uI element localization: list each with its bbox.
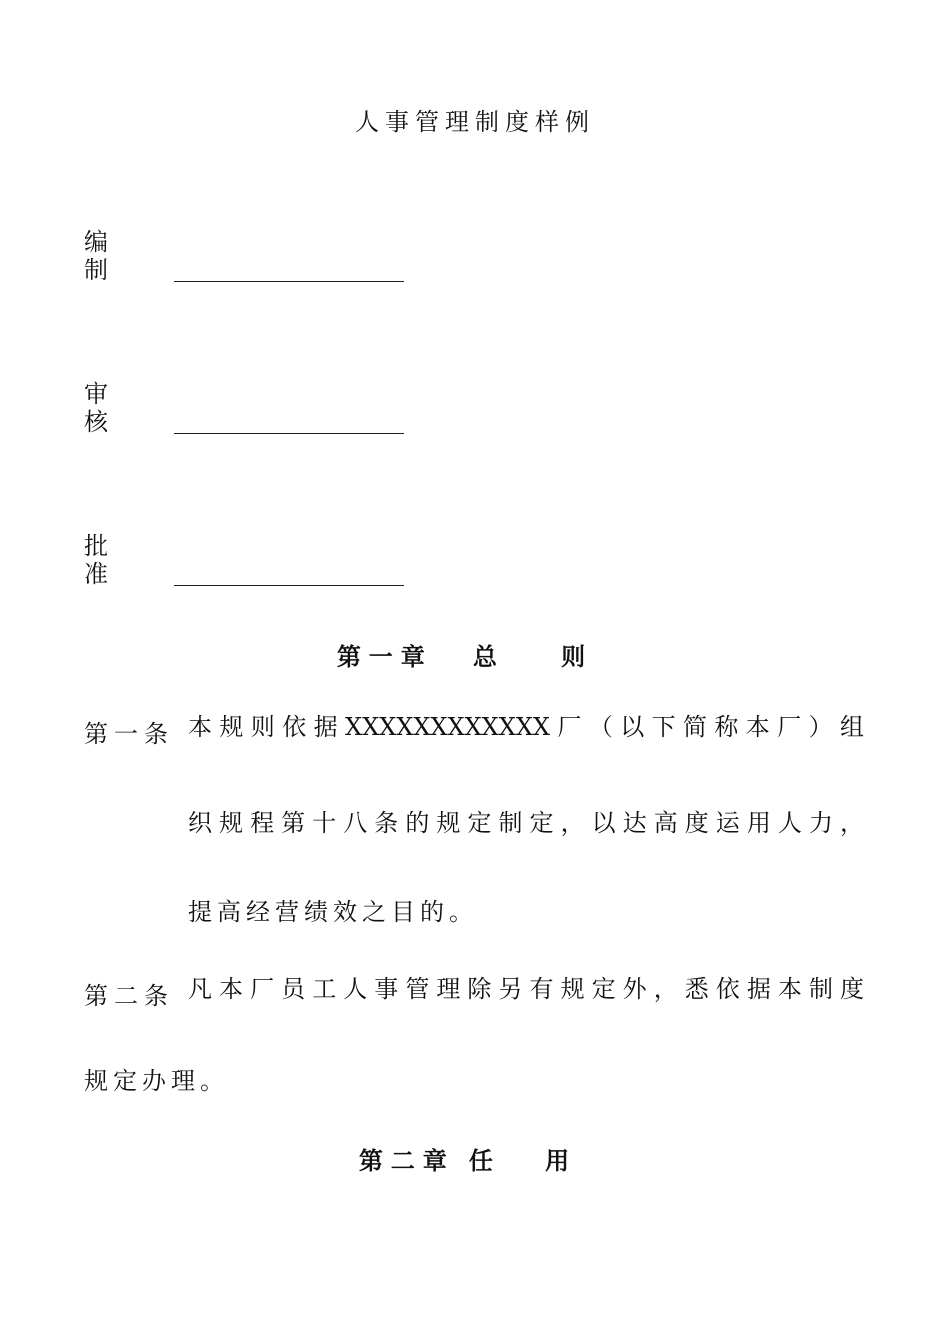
article-text-line: 本规则依据XXXXXXXXXXXX厂（以下简称本厂）组 [188, 713, 864, 741]
chapter-heading [0, 1141, 950, 1176]
chapter-number: 第二章 [358, 1146, 455, 1175]
article-continuation-line: 提高经营绩效之目的。 [188, 898, 478, 926]
signature-row-approver [84, 532, 404, 588]
signature-blank-line [174, 431, 404, 434]
chapter-name: 任 用 [468, 1146, 592, 1175]
article-continuation-line: 规定办理。 [84, 1067, 229, 1095]
article-continuation-line [188, 808, 864, 845]
article-first-line [84, 974, 864, 1011]
article-number: 第一条 [84, 720, 174, 748]
signature-blank-line [174, 279, 404, 282]
chapter-number: 第一章 [336, 642, 433, 671]
article-text-line: 凡本厂员工人事管理除另有规定外，悉依据本制度 [188, 975, 864, 1003]
chapter-heading [0, 637, 950, 672]
article-first-line [84, 712, 864, 749]
signature-row-reviewer [84, 380, 404, 436]
document-title: 人事管理制度样例 [355, 108, 595, 136]
signature-label: 审 核 [84, 380, 128, 436]
signature-row-compiler [84, 228, 404, 284]
article-text-line: 织规程第十八条的规定制定，以达高度运用人力， [188, 809, 864, 837]
signature-label: 批 准 [84, 532, 128, 588]
article-number: 第二条 [84, 982, 174, 1010]
signature-label: 编 制 [84, 228, 128, 284]
signature-blank-line [174, 583, 404, 586]
chapter-name: 总 则 [472, 642, 614, 671]
